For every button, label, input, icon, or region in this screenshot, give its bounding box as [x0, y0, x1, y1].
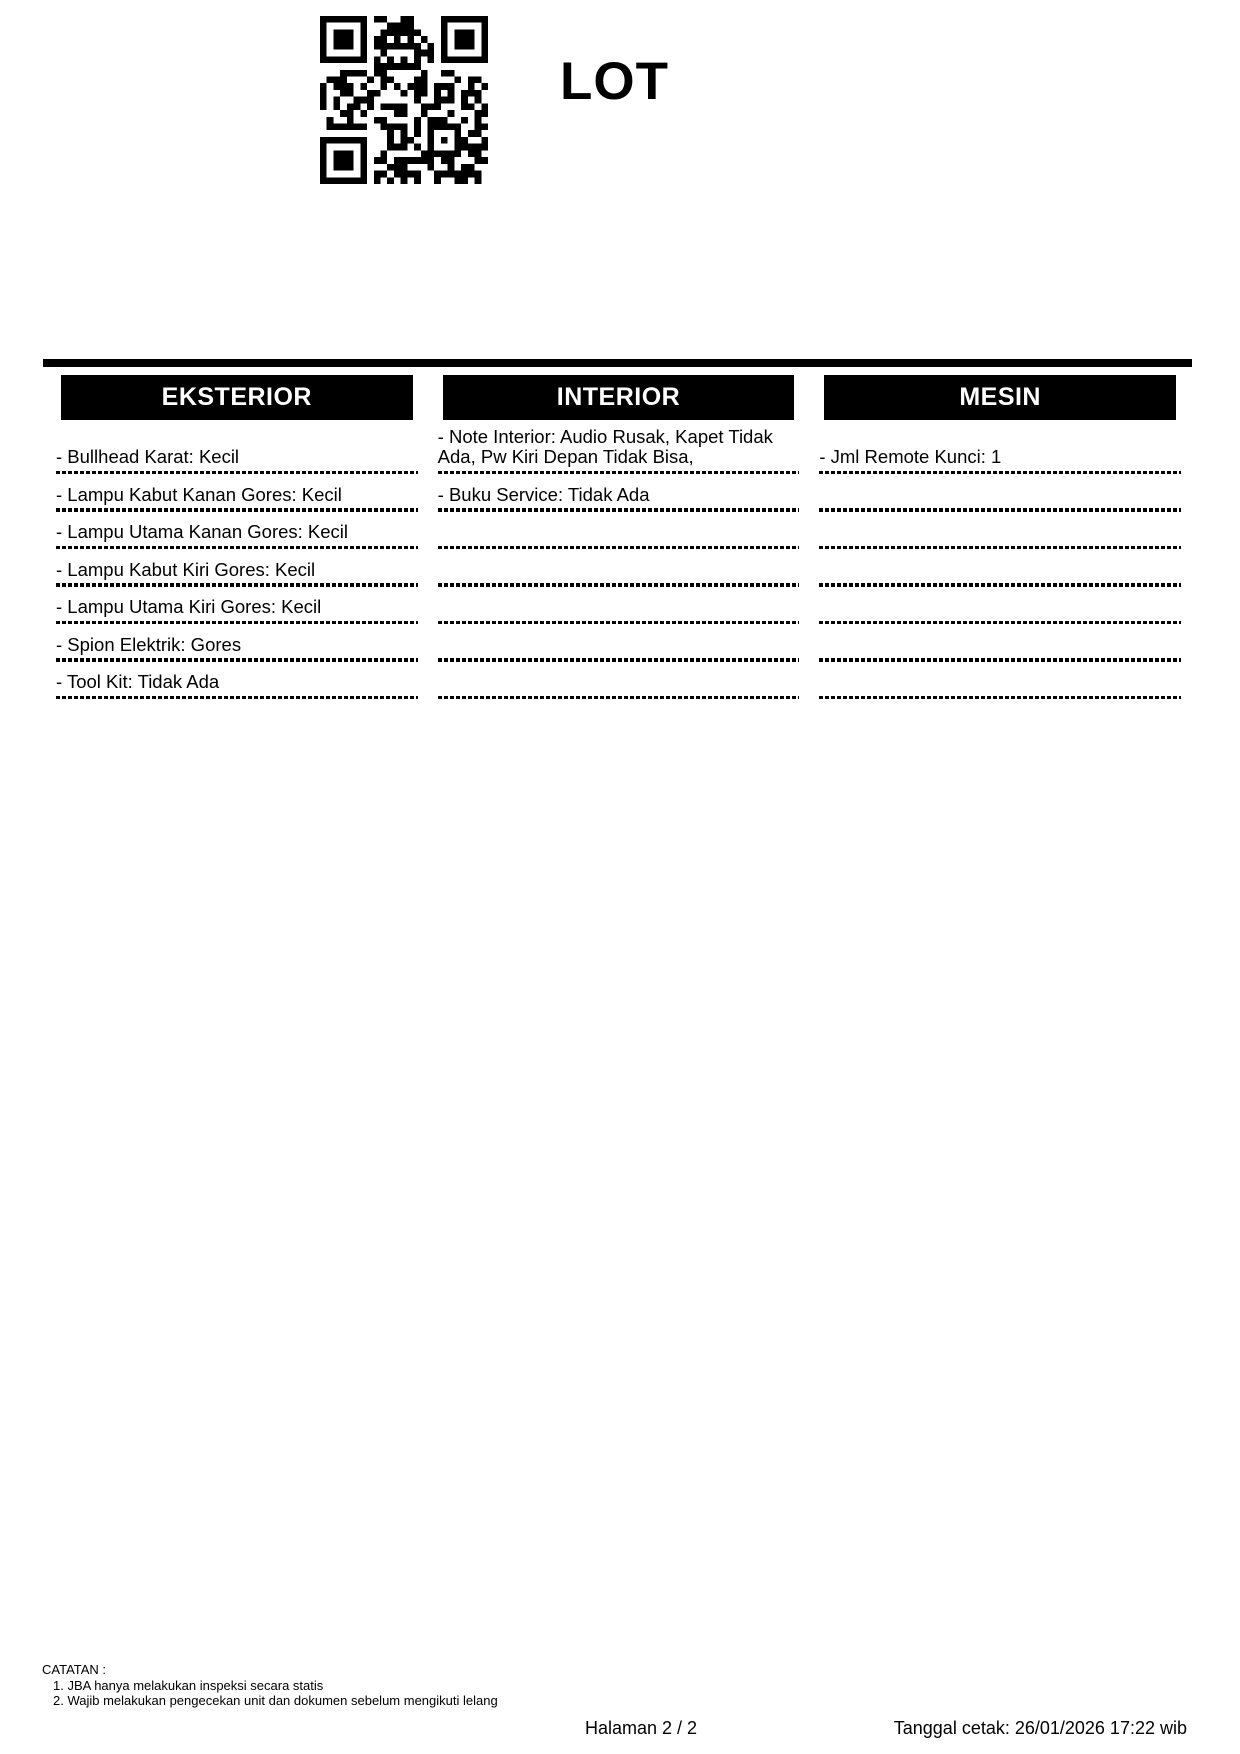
- item-cell: - Lampu Utama Kiri Gores: Kecil: [56, 587, 418, 625]
- item-cell: [438, 549, 800, 587]
- item-cell: [438, 512, 800, 550]
- note-item: 2. Wajib melakukan pengecekan unit dan dokumen sebelum mengikuti lelang: [53, 1693, 498, 1708]
- item-cell: - Tool Kit: Tidak Ada: [56, 662, 418, 700]
- notes-block: [42, 1662, 498, 1709]
- item-cell: - Spion Elektrik: Gores: [56, 624, 418, 662]
- note-item: 1. JBA hanya melakukan inspeksi secara statis: [53, 1677, 324, 1693]
- page-number: Halaman 2 / 2: [585, 1718, 698, 1738]
- item-cell: [819, 624, 1181, 662]
- qr-code-icon: [320, 16, 488, 184]
- page-title: LOT: [560, 52, 669, 111]
- section-header-mesin: MESIN: [824, 375, 1176, 420]
- item-cell: [438, 624, 800, 662]
- item-cell: [819, 549, 1181, 587]
- section-header-eksterior: EKSTERIOR: [61, 375, 413, 420]
- item-cell: [819, 662, 1181, 700]
- item-cell: [819, 474, 1181, 512]
- item-cell: [438, 662, 800, 700]
- section-header-interior: INTERIOR: [443, 375, 795, 420]
- item-cell: [819, 512, 1181, 550]
- inspection-grid: [56, 375, 1181, 699]
- item-cell: - Buku Service: Tidak Ada: [438, 474, 800, 512]
- section-divider: [43, 359, 1192, 367]
- notes-title: CATATAN :: [42, 1662, 107, 1677]
- print-date: Tanggal cetak: 26/01/2026 17:22 wib: [893, 1718, 1187, 1738]
- item-cell: - Note Interior: Audio Rusak, Kapet Tidak Ada, Pw Kiri Depan Tidak Bisa,: [438, 420, 800, 474]
- item-cell: - Jml Remote Kunci: 1: [819, 420, 1181, 474]
- item-cell: - Bullhead Karat: Kecil: [56, 420, 418, 474]
- item-cell: [819, 587, 1181, 625]
- item-cell: - Lampu Utama Kanan Gores: Kecil: [56, 512, 418, 550]
- item-cell: - Lampu Kabut Kiri Gores: Kecil: [56, 549, 418, 587]
- item-cell: [438, 587, 800, 625]
- item-cell: - Lampu Kabut Kanan Gores: Kecil: [56, 474, 418, 512]
